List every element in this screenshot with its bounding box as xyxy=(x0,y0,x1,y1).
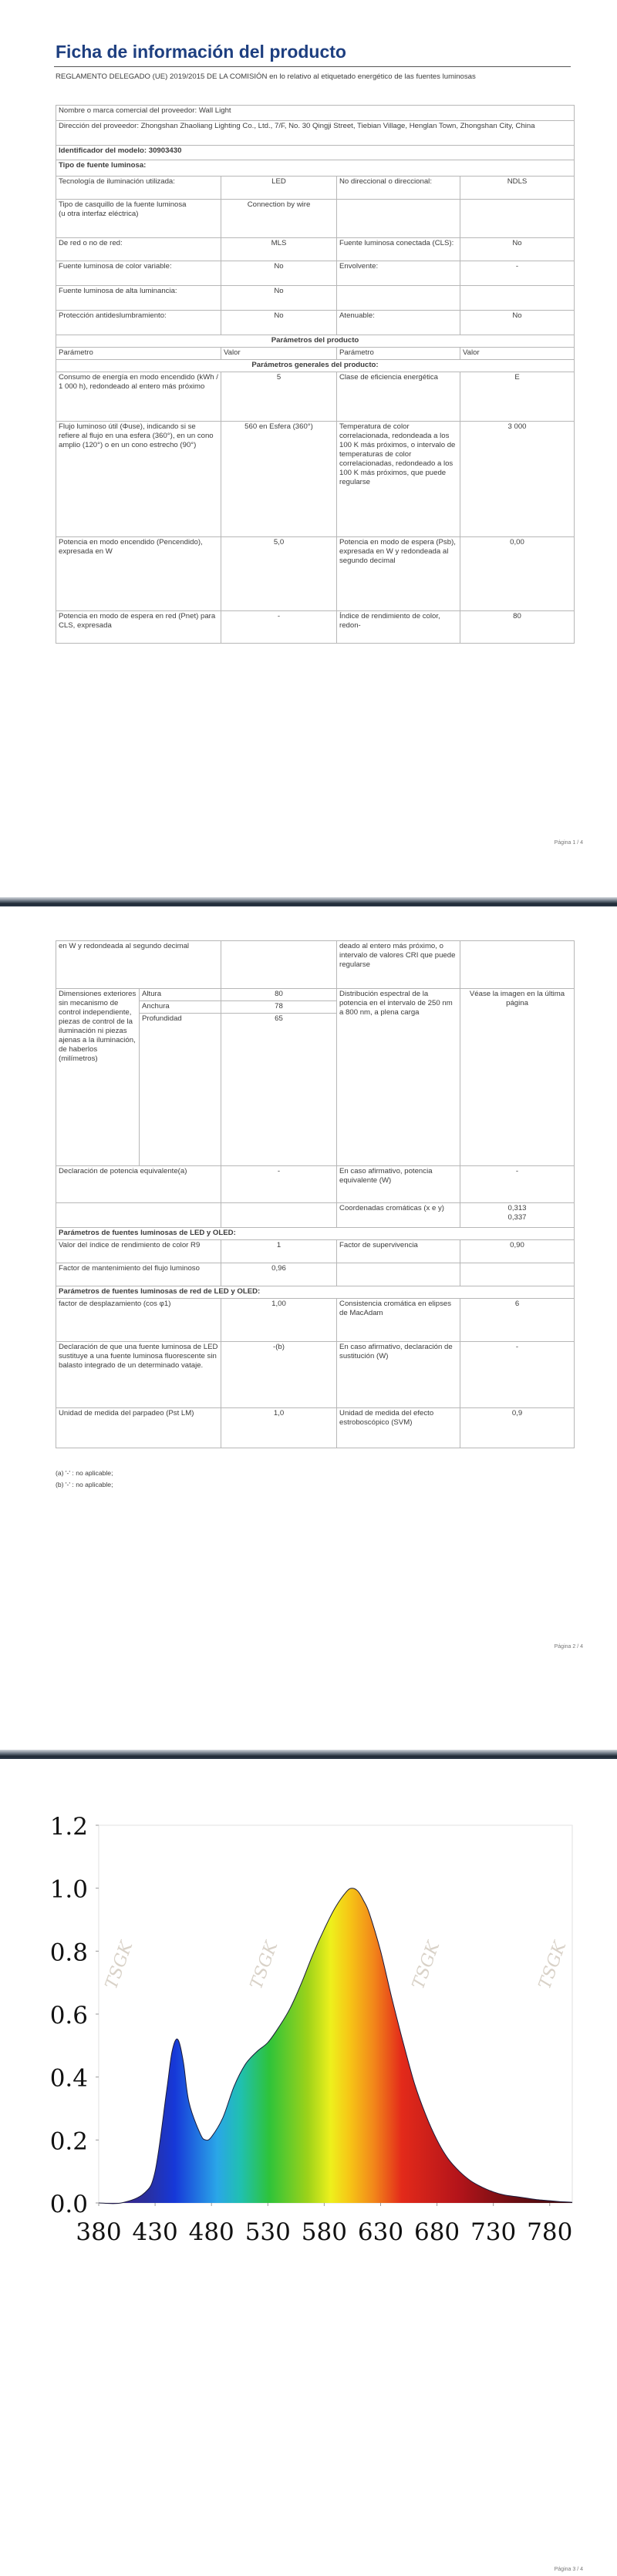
y-tick-label: 0.8 xyxy=(49,1939,88,1967)
param-label: Envolvente: xyxy=(337,261,460,286)
watermark-text: TSGK xyxy=(247,1939,282,1993)
footnote-a: (a) '-' : no aplicable; xyxy=(56,1469,113,1477)
param-label: En caso afirmativo, declaración de sustitución (W) xyxy=(337,1342,460,1408)
param-value: No xyxy=(221,311,337,335)
param-label: De red o no de red: xyxy=(56,238,221,261)
param-label: Factor de mantenimiento del flujo luminoso xyxy=(56,1263,221,1286)
param-value: 0,96 xyxy=(221,1263,337,1286)
dimension-width-value: 78 xyxy=(221,1001,337,1014)
watermark-text: TSGK xyxy=(102,1939,137,1993)
mains-led-parameters-heading: Parámetros de fuentes luminosas de red de LED y OLED: xyxy=(56,1286,575,1299)
param-label: Distribución espectral de la potencia en el intervalo de 250 nm a 800 nm, a plena carga xyxy=(337,989,460,1166)
column-header: Valor xyxy=(460,348,575,360)
dimension-depth-label: Profundidad xyxy=(140,1014,221,1166)
param-value: LED xyxy=(221,177,337,200)
empty-cell xyxy=(460,286,575,311)
column-header: Parámetro xyxy=(56,348,221,360)
param-value: - xyxy=(460,1342,575,1408)
x-tick-label: 430 xyxy=(132,2218,178,2246)
led-parameters-heading: Parámetros de fuentes luminosas de LED y OLED: xyxy=(56,1228,575,1240)
param-value: 3 000 xyxy=(460,422,575,537)
watermark-text: TSGK xyxy=(535,1939,571,1993)
product-info-table-page2 xyxy=(56,940,575,1448)
empty-cell xyxy=(337,286,460,311)
x-tick-label: 680 xyxy=(413,2218,460,2246)
param-value: No xyxy=(221,286,337,311)
regulation-reference: REGLAMENTO DELEGADO (UE) 2019/2015 DE LA COMISIÓN en lo relativo al etiquetado energético de las fuentes luminosas xyxy=(56,72,476,81)
param-label: Coordenadas cromáticas (x e y) xyxy=(337,1203,460,1228)
empty-cell xyxy=(221,941,337,989)
param-value: - xyxy=(221,1166,337,1203)
param-value: -(b) xyxy=(221,1342,337,1408)
param-label: Flujo luminoso útil (Φuse), indicando si se refiere al flujo en una esfera (360°), en un cono amplio (120°) o en un cono estrecho (90°) xyxy=(56,422,221,537)
param-value: - xyxy=(460,261,575,286)
footnotes xyxy=(56,1468,113,1491)
param-value: 1,0 xyxy=(221,1408,337,1448)
param-label: Declaración de que una fuente luminosa de LED sustituye a una fuente luminosa fluorescente sin balasto integrado de un determinado vataje. xyxy=(56,1342,221,1408)
param-label: Temperatura de color correlacionada, redondeada a los 100 K más próximos, o intervalo de temperaturas de color correlacionadas, redondeado a los 100 K más próximos, que puede regularse xyxy=(337,422,460,537)
product-info-table-page1 xyxy=(56,105,575,644)
empty-cell xyxy=(460,1263,575,1286)
empty-cell xyxy=(221,1203,337,1228)
param-label: Declaración de potencia equivalente(a) xyxy=(56,1166,221,1203)
dimension-width-label: Anchura xyxy=(140,1001,221,1014)
param-label: Potencia en modo de espera en red (Pnet) para CLS, expresada xyxy=(56,611,221,644)
y-tick-label: 0.0 xyxy=(49,2191,88,2218)
param-label: Tecnología de iluminación utilizada: xyxy=(56,177,221,200)
column-header: Parámetro xyxy=(337,348,460,360)
param-label: No direccional o direccional: xyxy=(337,177,460,200)
x-tick-label: 380 xyxy=(76,2218,122,2246)
y-tick-label: 1.0 xyxy=(49,1875,88,1904)
page-number: Página 3 / 4 xyxy=(554,2567,583,2572)
page-3 xyxy=(0,1759,617,2576)
empty-cell xyxy=(460,941,575,989)
page-2 xyxy=(0,906,617,1750)
param-value: Véase la imagen en la última página xyxy=(460,989,575,1166)
param-label: Potencia en modo de espera (Psb), expresada en W y redondeada al segundo decimal xyxy=(337,537,460,611)
title-divider xyxy=(54,66,571,67)
y-axis-ticks xyxy=(50,1813,99,2218)
y-tick-label: 0.2 xyxy=(49,2127,88,2156)
param-value: 0,9 xyxy=(460,1408,575,1448)
y-tick-label: 0.6 xyxy=(49,2002,88,2030)
param-value: 1,00 xyxy=(221,1299,337,1342)
x-axis-ticks xyxy=(76,2203,572,2246)
param-value: E xyxy=(460,372,575,422)
param-label: En caso afirmativo, potencia equivalente (W) xyxy=(337,1166,460,1203)
param-label: Consumo de energía en modo encendido (kWh / 1 000 h), redondeado al entero más próximo xyxy=(56,372,221,422)
y-tick-label: 0.4 xyxy=(49,2064,88,2093)
empty-cell xyxy=(56,1203,221,1228)
param-label: en W y redondeada al segundo decimal xyxy=(56,941,221,989)
empty-cell xyxy=(337,1263,460,1286)
param-value: 80 xyxy=(460,611,575,644)
param-label: Consistencia cromática en elipses de MacAdam xyxy=(337,1299,460,1342)
param-value: 0,00 xyxy=(460,537,575,611)
param-value: No xyxy=(460,238,575,261)
param-label: factor de desplazamiento (cos φ1) xyxy=(56,1299,221,1342)
param-label: Atenuable: xyxy=(337,311,460,335)
dimension-depth-value: 65 xyxy=(221,1014,337,1166)
supplier-address-row: Dirección del proveedor: Zhongshan Zhaoliang Lighting Co., Ltd., 7/F, No. 30 Qingji Street, Tiebian Village, Henglan Town, Zhongshan City, China xyxy=(56,121,575,146)
param-label: Potencia en modo encendido (Pencendido), expresada en W xyxy=(56,537,221,611)
param-label: Factor de supervivencia xyxy=(337,1240,460,1263)
param-value: NDLS xyxy=(460,177,575,200)
param-label: Tipo de casquillo de la fuente luminosa (u otra interfaz eléctrica) xyxy=(56,200,221,238)
x-tick-label: 630 xyxy=(357,2218,404,2246)
param-label: Unidad de medida del parpadeo (Pst LM) xyxy=(56,1408,221,1448)
light-source-type-heading: Tipo de fuente luminosa: xyxy=(56,160,575,177)
param-label: Clase de eficiencia energética xyxy=(337,372,460,422)
param-value: 1 xyxy=(221,1240,337,1263)
param-value: No xyxy=(460,311,575,335)
param-value: 560 en Esfera (360°) xyxy=(221,422,337,537)
param-label: Protección antideslumbramiento: xyxy=(56,311,221,335)
page-separator xyxy=(0,1750,617,1759)
x-tick-label: 780 xyxy=(527,2218,573,2246)
spectral-power-distribution-chart xyxy=(0,1759,617,2314)
param-value: No xyxy=(221,261,337,286)
param-label: Fuente luminosa de alta luminancia: xyxy=(56,286,221,311)
x-tick-label: 730 xyxy=(470,2218,517,2246)
param-value: - xyxy=(221,611,337,644)
column-header: Valor xyxy=(221,348,337,360)
param-value: 0,90 xyxy=(460,1240,575,1263)
param-value: 6 xyxy=(460,1299,575,1342)
page-number: Página 1 / 4 xyxy=(554,840,583,846)
param-value: 5 xyxy=(221,372,337,422)
y-tick-label: 1.2 xyxy=(49,1813,88,1841)
watermark-text: TSGK xyxy=(409,1939,444,1993)
x-tick-label: 480 xyxy=(188,2218,234,2246)
param-value: Connection by wire xyxy=(221,200,337,238)
param-value: MLS xyxy=(221,238,337,261)
dimensions-label: Dimensiones exteriores sin mecanismo de control independiente, piezas de control de la iluminación ni piezas ajenas a la iluminación, de haberlos (milímetros) xyxy=(56,989,140,1166)
param-value: 5,0 xyxy=(221,537,337,611)
x-tick-label: 580 xyxy=(301,2218,347,2246)
spectrum-fill-area xyxy=(99,1888,572,2204)
footnote-b: (b) '-' : no aplicable; xyxy=(56,1481,113,1488)
param-label: Índice de rendimiento de color, redon- xyxy=(337,611,460,644)
dimension-height-label: Altura xyxy=(140,989,221,1001)
supplier-name-row: Nombre o marca comercial del proveedor: Wall Light xyxy=(56,106,575,121)
page-1 xyxy=(0,0,617,897)
param-label: Valor del índice de rendimiento de color R9 xyxy=(56,1240,221,1263)
chromaticity-y: 0,337 xyxy=(507,1213,527,1222)
chromaticity-x: 0,313 xyxy=(507,1204,527,1212)
page-separator xyxy=(0,897,617,906)
empty-cell xyxy=(460,200,575,238)
page-number: Página 2 / 4 xyxy=(554,1644,583,1650)
param-label: deado al entero más próximo, o intervalo de valores CRI que puede regularse xyxy=(337,941,460,989)
document-title: Ficha de información del producto xyxy=(56,42,346,62)
param-value: - xyxy=(460,1166,575,1203)
empty-cell xyxy=(337,200,460,238)
param-label: Fuente luminosa de color variable: xyxy=(56,261,221,286)
model-identifier-row: Identificador del modelo: 30903430 xyxy=(56,146,575,160)
product-parameters-heading: Parámetros del producto xyxy=(56,335,575,348)
general-parameters-heading: Parámetros generales del producto: xyxy=(56,360,575,372)
param-label: Unidad de medida del efecto estroboscópico (SVM) xyxy=(337,1408,460,1448)
dimension-height-value: 80 xyxy=(221,989,337,1001)
param-value xyxy=(460,1203,575,1228)
param-label: Fuente luminosa conectada (CLS): xyxy=(337,238,460,261)
x-tick-label: 530 xyxy=(244,2218,291,2246)
